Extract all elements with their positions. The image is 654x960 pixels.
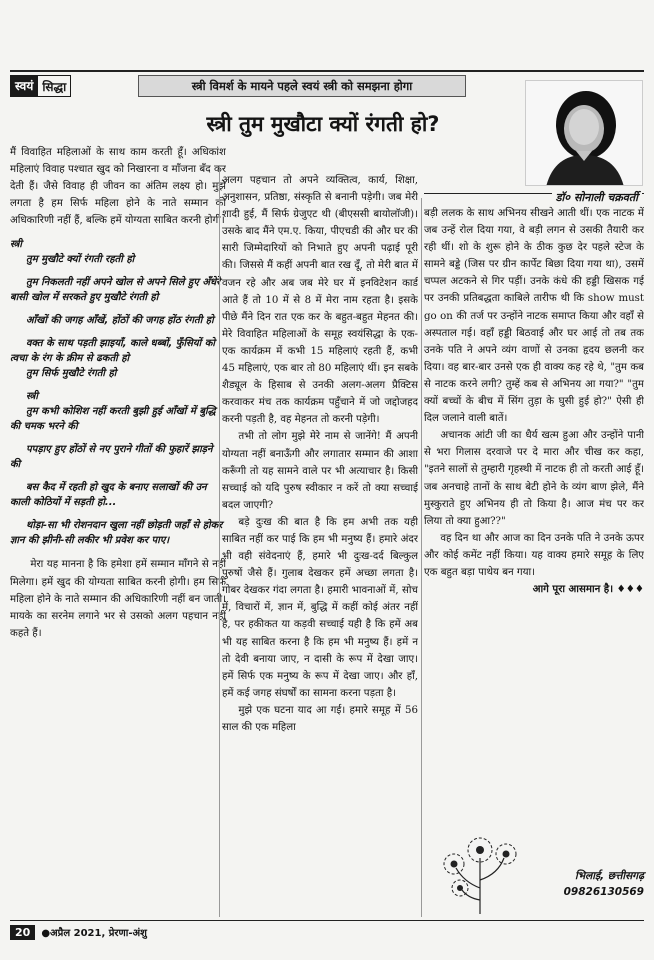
author-contact [525,868,644,900]
closing-paragraph: मेरा यह मानना है कि हमेशा हमें सम्मान माँगने से नहीं मिलेगा। हमें खुद की योग्यता साबित करनी होगी। हम सिर्फ महिला होने के नाते सम्मान की अधिकारिणी नहीं बन जाती। मायके का सरनेम लगाने भर से उसको अलग पहचान नहीं कहते हैं। [10,559,226,639]
intro-text: मैं विवाहित महिलाओं के साथ काम करती हूँ। अधिकांश महिलाएं विवाह पश्चात खुद को निखारना व माँजना बँद कर देती हैं। जैसे विवाह ही जीवन का अंतिम लक्ष्य हो। मुझे लगता है हम सिर्फ महिला होने के नाते सम्मान की अधिकारिणी नहीं हैं, बल्कि हमें योग्यता साबित करनी होगी। [10,147,226,227]
column-divider [219,165,220,917]
col2-paragraph: तभी तो लोग मुझे मेरे नाम से जानेंगे! मैं अपनी योग्यता नहीं बनाऊँगी और लगातार सम्मान की आशा करूँगी तो यह सामने वाले पर भी अत्याचार है। किसी सच्चाई को यदि पुरुष स्वीकार न करें तो क्या सच्चाई बदल जाएगी? [222,431,418,511]
issue-line: ●अप्रैल 2021, प्रेरणा-अंशु [41,928,147,939]
page-footer [10,922,147,942]
poem-line: पपड़ाए हुए होंठों से नए पुराने गीतों की फुहारें झाड़ने की [10,444,213,471]
brand-part-1: स्वयं [10,75,38,97]
footer-rule [10,920,644,921]
poem-block [10,237,226,548]
poem-line: तुम मुखौटे क्यों रंगती रहती हो [26,254,135,266]
poem-line: थोड़ा-सा भी रोशनदान खुला नहीं छोड़ती जहाँ से होकर ज्ञान की झीनी-सी लकीर भी प्रवेश कर पाए। [10,520,223,547]
author-photo [525,80,643,186]
poem-line: स्त्री [26,391,38,403]
brand-part-2: सिद्धा [38,75,71,97]
closing-block [10,556,226,641]
subtitle-banner: स्त्री विमर्श के मायने पहले स्वयं स्त्री को समझना होगा [138,75,466,97]
col3-paragraph: वह दिन था और आज का दिन उनके पति ने उनके ऊपर और कोई कमेंट नहीं किया। यह वाक्य हमारे समूह के लिए एक बहुत बड़ा पाथेय बन गया। [424,532,644,578]
intro-paragraph [10,144,226,229]
column-1 [10,144,226,917]
intro-block [10,144,226,229]
flower-illustration-icon [440,828,520,916]
col3-paragraph: अचानक आंटी जी का धैर्य खत्म हुआ और उन्होंने पानी से भरा गिलास दरवाजे पर दे मारा और चीख कर कहा, "इतने सालों से तुम्हारी गृहस्थी में नाटक ही तो करती आई हूँ। जब अनचाहे तानों के साथ बेटी होने के व्यंग बाण झेले, मैंने मुस्कुराते हुए अभिनय ही तो किया है। आज मंच पर कर लिया तो क्या हुआ??" [424,430,644,527]
col2-paragraph: मुझे एक घटना याद आ गई। हमारे समूह में 56 साल की एक महिला [222,704,418,733]
article-headline: स्त्री तुम मुखौटा क्यों रंगती हो? [206,112,440,136]
col3-paragraph: बड़ी ललक के साथ अभिनय सीखने आती थीं। एक नाटक में जब उन्हें रोल दिया गया, वे बड़ी लगन से उसकी तैयारी कर रही थीं। शो के शुरू होने के ठीक कुछ देर पहले स्टेज के सामने बड्डे (जिस पर ग्रीन कार्पेट बिछा दिया गया था), उसमें चप्पल अटकने से गिर पड़ीं। उनके कंधे की हड्डी खिसक गई पर उनकी प्रतिबद्धता काबिले तारीफ थी कि show must go on की तर्ज पर उन्होंने नाटक समाप्त किया और वहाँ से अस्पताल गई। वहाँ हड्डी बिठवाई और घर आई तो तब तक उनके पति ने अपने व्यंग वाणों से उनका हृदय छलनी कर दिया। वह बार-बार उनसे एक ही वाक्य कह रहे थे, "तुम कब से नाटक करने लगी? तुम्हें कब से अभिनय आ गया?" "तुम क्यों बच्चों के बीच में सिंग तुड़ा के घुसी हुई हो?" ऐसी ही दिल जलाने वाली बातें। [424,208,644,425]
poem-line: तुम कभी कोशिश नहीं करती बुझी हुई आँखों में बुद्धि की चमक भरने की [10,406,216,433]
poem-line: तुम निकलती नहीं अपने खोल से अपने सिले हुए अँधेरे बासी खोल में सरकते हुए मुखौटे रंगती हो [10,277,221,304]
col3-ending: आगे पूरा आसमान है। ♦♦♦ [532,583,644,596]
column-3 [424,205,644,810]
poem-line: वक्त के साथ पड़ती झाइयाँ, काले धब्बों, फुँसियों को त्वचा के रंग के क्रीम से ढकती हो [10,338,215,365]
poem-line: स्त्री [10,239,22,251]
author-name: डॉ० सोनाली चक्रवर्ती [552,190,642,205]
column-divider [421,198,422,917]
author-place: भिलाई, छत्तीसगढ़ [575,870,644,882]
author-portrait-icon [526,81,643,186]
col2-paragraph: अलग पहचान तो अपने व्यक्तित्व, कार्य, शिक्षा, अनुशासन, प्रतिष्ठा, संस्कृति से बनानी पड़ेगी। जब मेरी शादी हुई, मैं सिर्फ ग्रेजुएट थी (बीएससी बायोलॉजी)। उसके बाद मैंने एम.ए. किया, पीएचडी की और घर की सारी जिम्मेदारियों को निभाते हुए अपनी पढ़ाई पूरी की। जिससे मैं कहीं अपनी बात रख दूँ, तो मेरी बात में वजन रहे और अब जब मेरे घर में इनविटेशन कार्ड आते हैं तो 10 में से 8 में मेरा नाम रहता है। इसके पीछे मैंने दिन रात एक कर के बहुत-बहुत मेहनत की। मेरे विवाहित महिलाओं के समूह स्वयंसिद्धा के एक-एक कार्यक्रम में कभी 15 महिलाएं रहती हैं, कभी 45 महिलाएं, एक बार तो 80 महिलाएं थीं। इन सबके शैड्यूल के हिसाब से उनकी अलग-अलग प्रैक्टिस करवाकर मंच तक कार्यक्रम पहुँचाने में जो जद्दोजहद करनी पड़ती है, वह मेहनत तो करनी पड़ेगी। [222,175,418,426]
top-rule [10,70,644,72]
author-phone: 09826130569 [563,886,644,898]
column-2 [222,172,418,942]
section-brand [10,75,108,97]
col2-paragraph: बड़े दुःख की बात है कि हम अभी तक यही साबित नहीं कर पाई कि हम भी मनुष्य हैं। हमारे अंदर भी वही संवेदनाएं हैं, हमारे भी दुःख-दर्द बिल्कुल पुरुषों जैसे हैं। गुलाब देखकर हमें अच्छा लगता है। गोबर देखकर गंदा लगता है। हमारी भावनाओं में, सोच में, विचारों में, ज्ञान में, बुद्धि में कहीं कोई अंतर नहीं है, पर हकीकत या कड़वी सच्चाई यही है कि हमें अब भी यह साबित करना है कि हम भी मनुष्य हैं। हमें न तो देवी बनाया जाए, न दासी के रूप में देखा जाए। हमें सिर्फ एक मनुष्य के रूप में देखा जाए। और हाँ, हमें कई जगह संघर्षों का सामना करना पड़ता है। [222,516,418,699]
poem-line: बस कैद में रहती हो खुद के बनाए सलाखों की उन काली कोठियों में सड़ती हो... [10,482,207,509]
poem-line: आँखों की जगह आँखें, होंठों की जगह होंठ रंगती हो [26,315,214,327]
poem-line: तुम सिर्फ मुखौटे रंगती हो [26,368,117,380]
page-number: 20 [10,925,35,940]
